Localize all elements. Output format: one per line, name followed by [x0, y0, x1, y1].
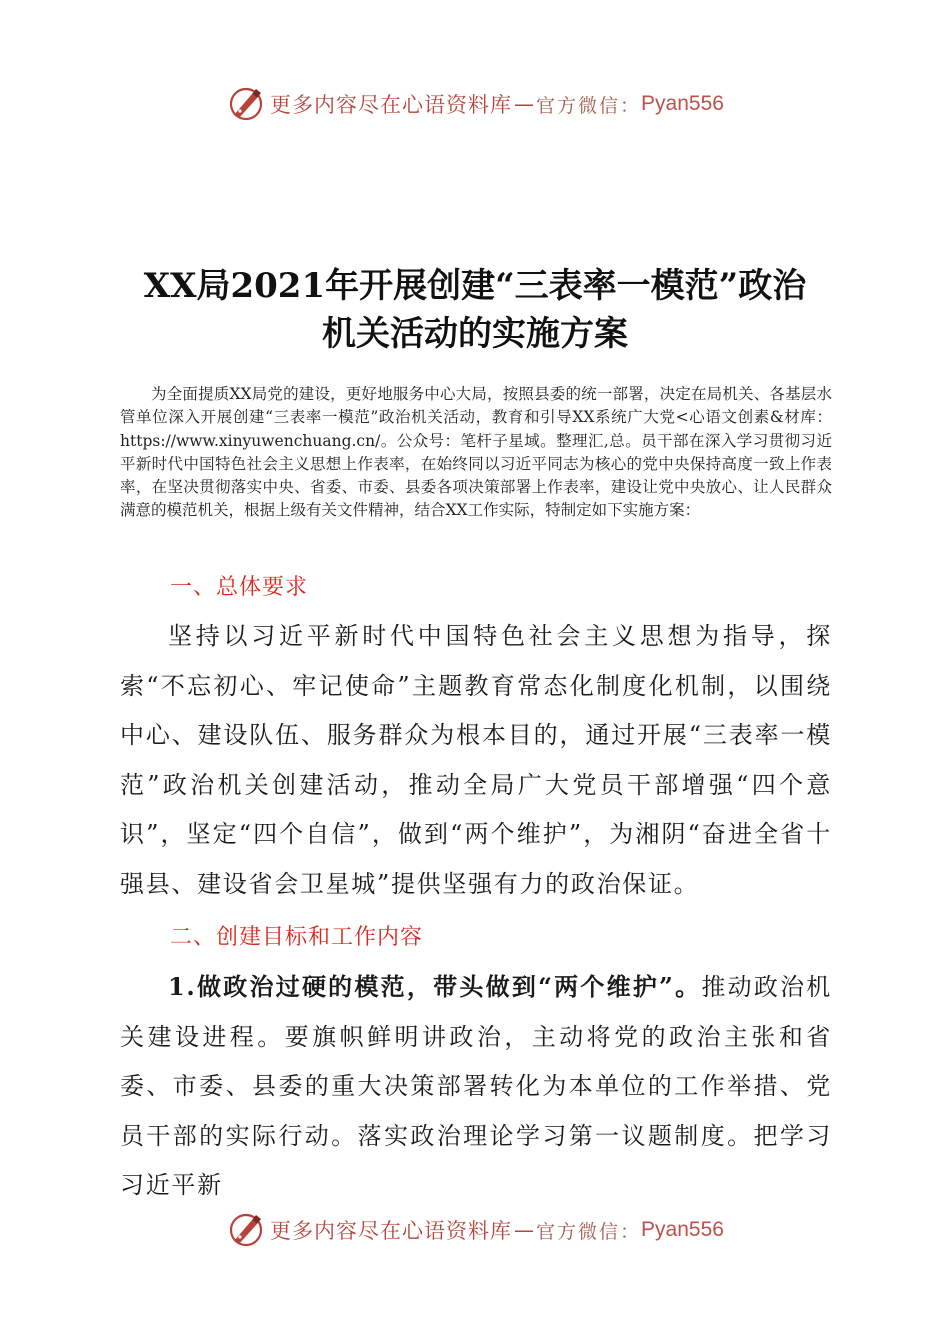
watermark-brand: 更多内容尽在心语资料库	[270, 1219, 513, 1243]
pen-nib-circle-icon	[226, 1210, 266, 1250]
intro-paragraph: 为全面提质XX局党的建设，更好地服务中心大局，按照县委的统一部署，决定在局机关、各基层水管单位深入开展创建“三表率一模范”政治机关活动，教育和引导XX系统广大党<心语文创素&材库：https://www.xinyuwenchuang.cn/。公众号：笔杆子星域。整理汇,总。员干部在深入学习贯彻习近平新时代中国特色社会主义思想上作表率，在始终同以习近平同志为核心的党中央保持高度一致上作表率，在坚决贯彻落实中央、省委、市委、县委各项决策部署上作表率，建设让党中央放心、让人民群众满意的模范机关，根据上级有关文件精神，结合XX工作实际，特制定如下实施方案：	[120, 385, 832, 520]
watermark-wechat-id: Pyan556	[641, 92, 724, 115]
watermark-banner-bottom	[0, 1208, 950, 1252]
title-line-2: 机关活动的实施方案	[322, 314, 628, 354]
section-2-body: 推动政治机关建设进程。要旗帜鲜明讲政治，主动将党的政治主张和省委、市委、县委的重大决策部署转化为本单位的工作举措、党员干部的实际行动。落实政治理论学习第一议题制度。把学习习近平新	[120, 973, 832, 1199]
watermark-separator: —	[514, 92, 535, 116]
watermark-wechat-id: Pyan556	[641, 1218, 724, 1241]
section-2-lead-sentence: 1.做政治过硬的模范，带头做到“两个维护”。	[168, 972, 702, 1001]
watermark-wechat-label: 官方微信：	[536, 94, 642, 117]
watermark-banner-top	[0, 82, 950, 126]
section-2-paragraph	[120, 962, 832, 1211]
section-1-paragraph: 坚持以习近平新时代中国特色社会主义思想为指导，探索“不忘初心、牢记使命”主题教育常态化制度化机制，以围绕中心、建设队伍、服务群众为根本目的，通过开展“三表率一模范”政治机关创建活动，推动全局广大党员干部增强“四个意识”，坚定“四个自信”，做到“两个维护”，为湘阴“奋进全省十强县、建设省会卫星城”提供坚强有力的政治保证。	[120, 622, 832, 898]
watermark-brand: 更多内容尽在心语资料库	[270, 93, 513, 117]
document-title	[100, 262, 850, 358]
section-heading-1: 一、总体要求	[170, 575, 309, 600]
watermark-wechat-label: 官方微信：	[536, 1220, 642, 1243]
title-line-1: XX局2021年开展创建“三表率一模范”政治	[143, 266, 807, 306]
watermark-separator: —	[514, 1218, 535, 1242]
section-heading-2: 二、创建目标和工作内容	[170, 925, 424, 950]
pen-nib-circle-icon	[226, 84, 266, 124]
